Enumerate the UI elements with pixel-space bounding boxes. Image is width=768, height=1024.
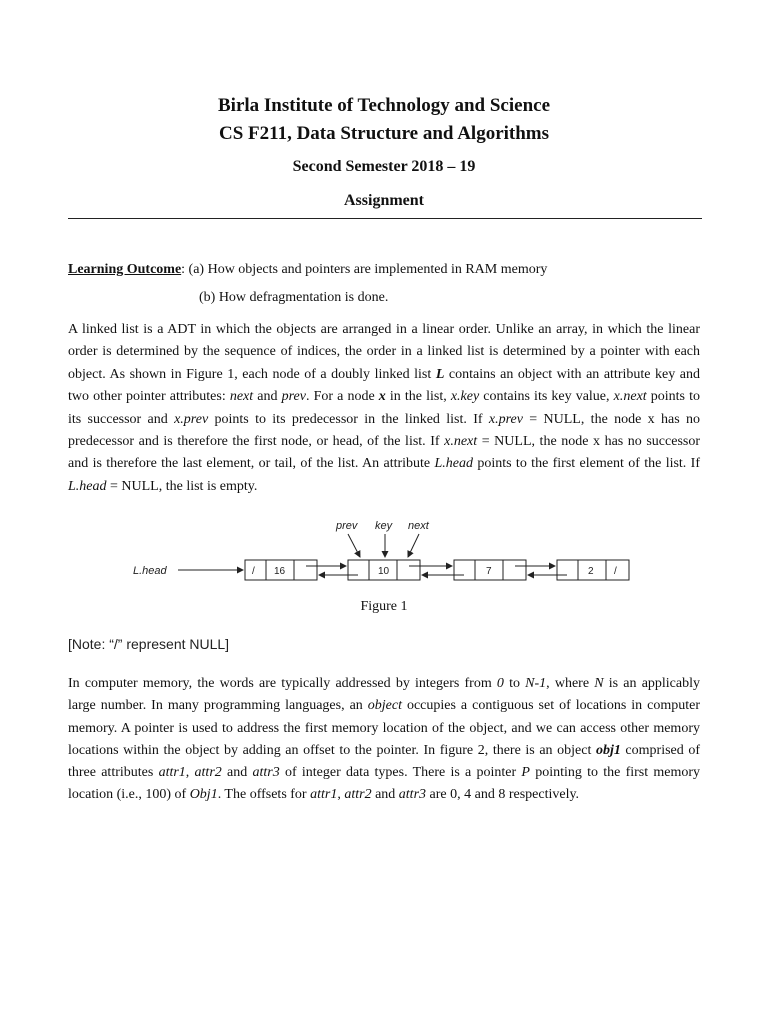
node-next-null: /	[614, 566, 617, 577]
key-label: key	[375, 520, 393, 532]
next-label: next	[408, 520, 429, 532]
node-key: 7	[486, 566, 492, 577]
list-node-3	[454, 560, 526, 580]
linked-list-paragraph: A linked list is a ADT in which the objects are arranged in a linear order. Unlike an array, in which the linear order is determined by the sequence of indices, the order in a linked list is determined by a pointer with each object. As shown in Figure 1, each node of a doubly linked list L contains an object with an attribute key and two other pointer attributes: next and prev. For a node x in the list, x.key contains its key value, x.next points to its successor and x.prev points to its predecessor in the linked list. If x.prev = NULL, the node x has no predecessor and is therefore the first node, or head, of the list. If x.next = NULL, the node x has no successor and is therefore the last element, or tail, of the list. An attribute L.head points to the first element of the list. If L.head = NULL, the list is empty.	[68, 322, 701, 494]
figure-1-caption: Figure 1	[360, 599, 408, 614]
prev-label: prev	[336, 520, 358, 532]
list-node-1	[245, 560, 317, 580]
semester-heading: Second Semester 2018 – 19	[292, 158, 476, 175]
list-node-4	[557, 560, 629, 580]
list-node-2	[348, 560, 420, 580]
lhead-label: L.head	[133, 565, 167, 577]
learning-outcome-line-a	[68, 260, 547, 280]
assignment-heading: Assignment	[343, 192, 424, 209]
figure-1-diagram	[128, 512, 648, 592]
learning-outcome-a: : (a) How objects and pointers are implemented in RAM memory	[181, 262, 548, 277]
institute-title: Birla Institute of Technology and Science	[218, 95, 550, 116]
course-title: CS F211, Data Structure and Algorithms	[218, 123, 550, 144]
node-prev-null: /	[252, 566, 255, 577]
next-label-arrow	[408, 534, 419, 557]
null-note: [Note: “/” represent NULL]	[68, 636, 230, 652]
header-divider	[68, 218, 702, 219]
memory-paragraph: In computer memory, the words are typically addressed by integers from 0 to N-1, where N is an applicably large number. In many programming languages, an object occupies a contiguous set of locations in computer memory. A pointer is used to address the first memory location of the object, and we can access other memory locations within the object by adding an offset to the pointer. In figure 2, there is an object obj1 comprised of three attributes attr1, attr2 and attr3 of integer data types. There is a pointer P pointing to the first memory location (i.e., 100) of Obj1. The offsets for attr1, attr2 and attr3 are 0, 4 and 8 respectively.	[68, 676, 701, 803]
node-key: 10	[378, 566, 390, 577]
learning-outcome-label: Learning Outcome	[68, 262, 182, 277]
node-key: 16	[274, 566, 286, 577]
prev-label-arrow	[348, 534, 360, 557]
node-key: 2	[588, 566, 594, 577]
learning-outcome-b: (b) How defragmentation is done.	[199, 290, 389, 305]
